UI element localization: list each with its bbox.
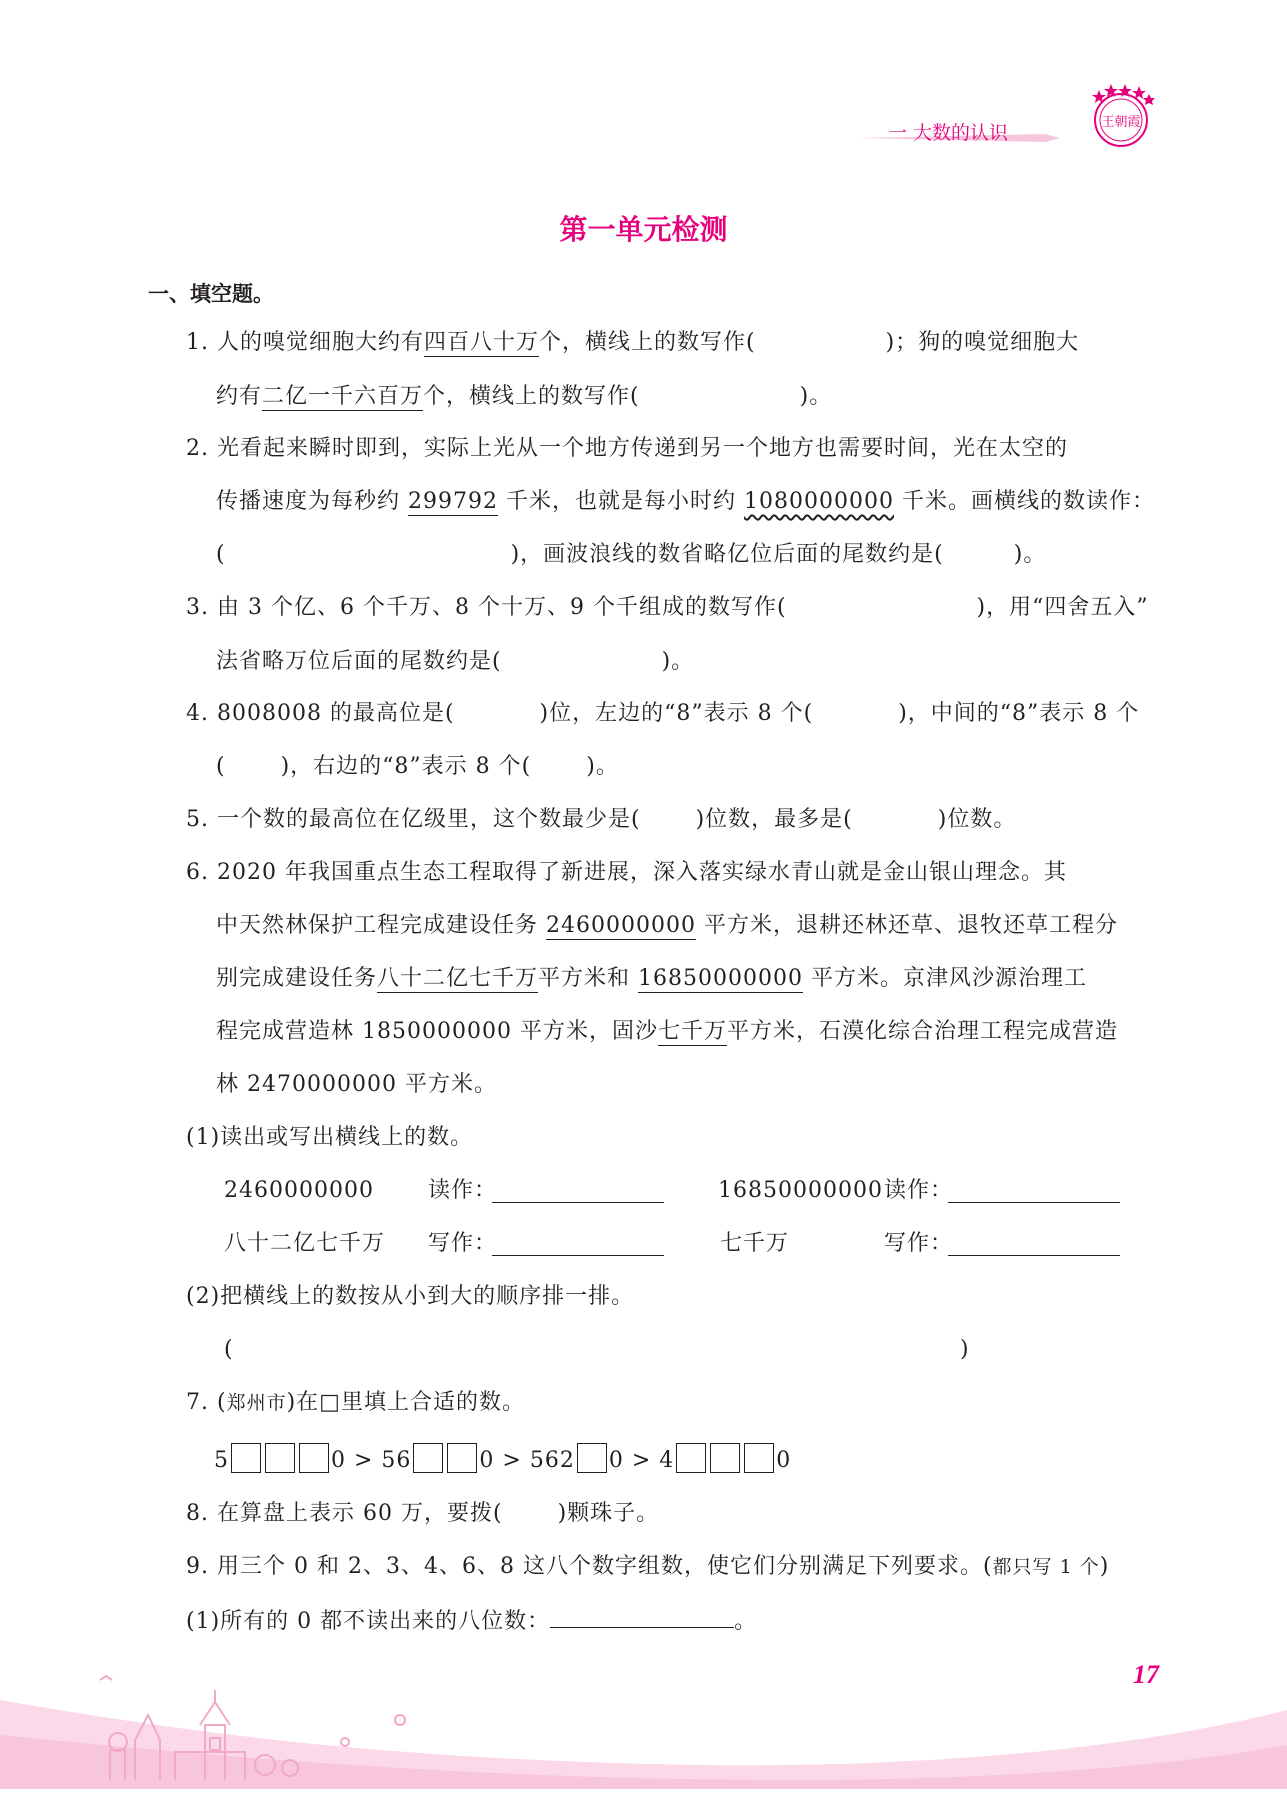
footer-decoration: [0, 1640, 1287, 1789]
q6-row1-label-a: 读作：: [428, 1178, 498, 1203]
q6-sub2: (2)把横线上的数按从小到大的顺序排一排。: [186, 1284, 635, 1309]
q6-underline-3: 16850000000: [638, 966, 804, 991]
q6-answer-line-2[interactable]: [948, 1180, 1120, 1203]
q3-line2: 法省略万位后面的尾数约是( )。: [216, 649, 695, 674]
q6-answer-line-4[interactable]: [948, 1233, 1120, 1256]
q6-underline-1: 2460000000: [546, 913, 696, 938]
q2-underline: 299792: [408, 489, 498, 514]
q2-line1: 2. 光看起来瞬时即到，实际上光从一个地方传递到另一个地方也需要时间，光在太空的: [186, 436, 1068, 461]
q6-line1: 6. 2020 年我国重点生态工程取得了新进展，深入落实绿水青山就是金山银山理念。其: [186, 860, 1067, 885]
chapter-label: 一 大数的认识: [888, 122, 1009, 144]
q6-row2-number-a: 八十二亿七千万: [224, 1231, 386, 1256]
digit-box[interactable]: [577, 1443, 607, 1473]
q6-row1-number-b: 16850000000: [718, 1178, 883, 1203]
q2-line2: 传播速度为每秒约 299792 千米，也就是每小时约 1080000000 千米。画横线的数读作：: [216, 489, 1156, 514]
q7-boxes-line: 5 0 > 56 0 > 562 0 > 4 0: [214, 1443, 791, 1476]
logo-text: 王朝霞: [1101, 115, 1141, 130]
q1-underline-1: 四百八十万: [423, 330, 539, 355]
digit-box[interactable]: [413, 1443, 443, 1473]
q6-row1-number-a: 2460000000: [224, 1178, 374, 1203]
page-number: 17: [1133, 1660, 1159, 1689]
q6-row1-label-b: 读作：: [884, 1178, 954, 1203]
q3-line1: 3. 由 3 个亿、6 个千万、8 个十万、9 个千组成的数写作( )，用“四舍五入”: [186, 595, 1149, 620]
q9-sub1: (1)所有的 0 都不读出来的八位数： 。: [186, 1605, 757, 1637]
digit-box[interactable]: [231, 1443, 261, 1473]
q7-line1: 7. (郑州市)在□里填上合适的数。: [186, 1390, 525, 1415]
q6-underline-4: 七千万: [657, 1019, 727, 1044]
q9-note: 都只写 1 个: [992, 1556, 1100, 1578]
q7-city: 郑州市: [226, 1392, 287, 1414]
q6-order-close-paren: ): [960, 1337, 970, 1362]
q6-row2-label-a: 写作：: [428, 1231, 498, 1256]
q8-line: 8. 在算盘上表示 60 万，要拨( )颗珠子。: [186, 1501, 660, 1526]
q2-line3: ( )，画波浪线的数省略亿位后面的尾数约是( )。: [216, 542, 1047, 567]
page-title: 第一单元检测: [559, 213, 728, 246]
q6-answer-line-3[interactable]: [492, 1233, 664, 1256]
q1-line1: 1. 人的嗅觉细胞大约有四百八十万个，横线上的数写作( )；狗的嗅觉细胞大: [186, 330, 1080, 355]
digit-box[interactable]: [447, 1443, 477, 1473]
q9-line: 9. 用三个 0 和 2、3、4、6、8 这八个数字组数，使它们分别满足下列要求。(都只写 1 个): [186, 1554, 1110, 1579]
q6-sub1: (1)读出或写出横线上的数。: [186, 1125, 474, 1150]
digit-box[interactable]: [265, 1443, 295, 1473]
q6-line4: 程完成营造林 1850000000 平方米，固沙七千万平方米，石漠化综合治理工程完成营造: [216, 1019, 1118, 1044]
footer-wave-illustration: [0, 1640, 1287, 1789]
logo: [1085, 78, 1157, 150]
digit-box[interactable]: [676, 1443, 706, 1473]
q6-line5: 林 2470000000 平方米。: [216, 1072, 497, 1097]
q6-order-open-paren: (: [224, 1337, 234, 1362]
q6-row2-label-b: 写作：: [884, 1231, 954, 1256]
section-heading: 一、填空题。: [148, 282, 274, 306]
digit-box[interactable]: [299, 1443, 329, 1473]
digit-box[interactable]: [744, 1443, 774, 1473]
q6-row2-number-b: 七千万: [720, 1231, 790, 1256]
logo-seal-icon: [1085, 78, 1157, 150]
q2-wavy: 1080000000: [744, 489, 894, 514]
q4-line1: 4. 8008008 的最高位是( )位，左边的“8”表示 8 个( )，中间的“8”表示 8 个: [186, 701, 1140, 726]
q1-underline-2: 二亿一千六百万: [262, 384, 424, 409]
digit-box[interactable]: [710, 1443, 740, 1473]
q6-line2: 中天然林保护工程完成建设任务 2460000000 平方米，退耕还林还草、退牧还草工程分: [216, 913, 1119, 938]
q6-answer-line-1[interactable]: [492, 1180, 664, 1203]
q6-underline-2: 八十二亿七千万: [377, 966, 539, 991]
q4-line2: ( )，右边的“8”表示 8 个( )。: [216, 754, 619, 779]
q6-line3: 别完成建设任务八十二亿七千万平方米和 16850000000 平方米。京津风沙源治理工: [216, 966, 1088, 991]
q5-line: 5. 一个数的最高位在亿级里，这个数最少是( )位数，最多是( )位数。: [186, 807, 1017, 832]
q9-answer-line[interactable]: [550, 1605, 734, 1628]
q1-line2: 约有二亿一千六百万个，横线上的数写作( )。: [216, 384, 833, 409]
